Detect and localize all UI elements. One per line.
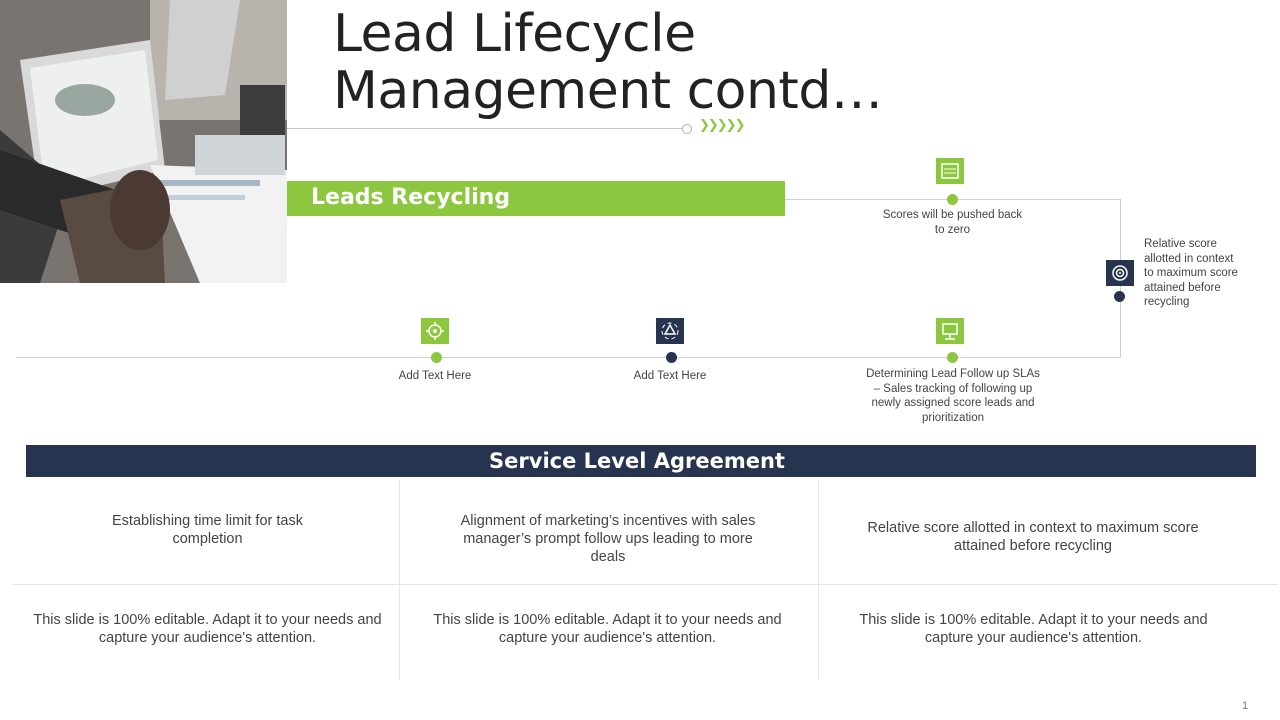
section-banner (287, 181, 785, 216)
title-divider (287, 128, 682, 129)
node-dot (431, 352, 442, 363)
sla-header: Service Level Agreement (489, 449, 785, 473)
node-dot (1114, 291, 1125, 302)
column-divider (818, 480, 819, 680)
chevrons-icon: ❯❯❯❯❯ (699, 118, 744, 133)
sla-cell: This slide is 100% editable. Adapt it to your needs and capture your audience's attention. (33, 612, 382, 646)
sla-cell: This slide is 100% editable. Adapt it to your needs and capture your audience's attention. (433, 612, 782, 646)
header-photo (0, 0, 287, 283)
divider-dot (682, 124, 692, 134)
node-label: Add Text Here (398, 370, 472, 382)
page-title: Lead Lifecycle Management contd… (333, 4, 883, 121)
node-label: Add Text Here (633, 370, 707, 382)
presentation-icon (936, 318, 964, 344)
gear-icon (421, 318, 449, 344)
section-label: Leads Recycling (311, 185, 511, 210)
node-label: Relative score allotted in context to maximum score attained before recycling (1144, 238, 1238, 308)
node-label: Scores will be pushed back to zero (882, 209, 1023, 236)
sla-banner (26, 445, 1256, 477)
node-dot (947, 352, 958, 363)
scoreboard-icon (936, 158, 964, 184)
row-divider (12, 584, 1278, 585)
sla-cell: Relative score allotted in context to maximum score attained before recycling (867, 520, 1199, 554)
sla-cell: Alignment of marketing’s incentives with sales manager’s prompt follow ups leading to more deals (460, 513, 756, 565)
sla-cell: Establishing time limit for task completion (112, 513, 303, 547)
recycle-icon (656, 318, 684, 344)
sla-cell: This slide is 100% editable. Adapt it to your needs and capture your audience's attention. (859, 612, 1208, 646)
column-divider (399, 480, 400, 680)
page-number: 1 (1242, 700, 1249, 712)
node-dot (666, 352, 677, 363)
node-label: Determining Lead Follow up SLAs – Sales tracking of following up newly assigned score leads and prioritization (866, 368, 1040, 424)
target-icon (1106, 260, 1134, 286)
node-dot (947, 194, 958, 205)
